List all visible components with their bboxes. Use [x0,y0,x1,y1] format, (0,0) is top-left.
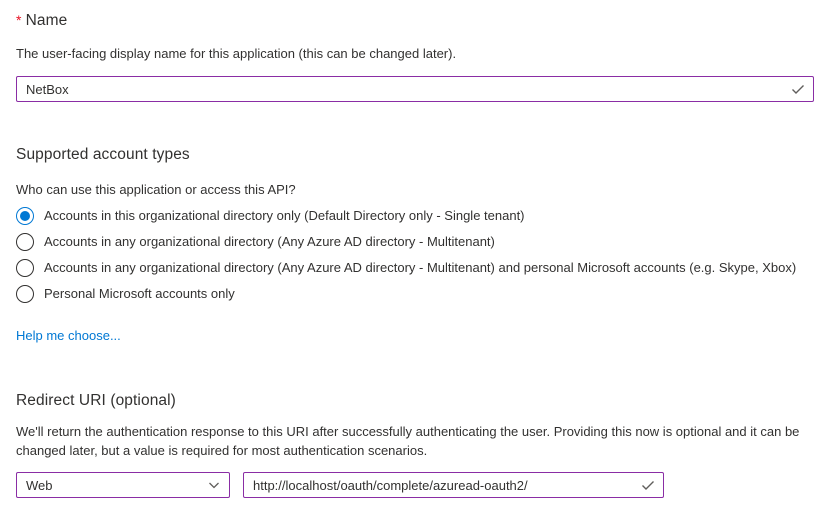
radio-label: Accounts in any organizational directory (Any Azure AD directory - Multitenant) [44,234,495,249]
redirect-uri-heading: Redirect URI (optional) [16,392,176,409]
supported-account-types-heading: Supported account types [16,146,190,163]
radio-label: Personal Microsoft accounts only [44,286,235,301]
supported-account-types-section [16,144,813,345]
required-asterisk: * [16,12,22,28]
account-type-option-multitenant[interactable] [16,229,813,255]
redirect-uri-description: We'll return the authentication response to this URI after successfully authenticating the user. Providing this now is optional and it can be changed later, but a value is required for most authentication scenarios. [16,424,800,458]
chevron-down-icon [207,478,221,492]
platform-select-value: Web [26,477,53,493]
name-input-wrap [16,76,814,102]
help-me-choose-link[interactable]: Help me choose... [16,328,121,343]
account-type-option-personal-only[interactable] [16,281,813,307]
radio-icon[interactable] [16,285,34,303]
name-heading-label: Name [25,12,68,29]
name-section [16,10,813,102]
uri-input-wrap [243,472,664,498]
radio-icon[interactable] [16,259,34,277]
name-input[interactable] [16,76,814,102]
radio-label: Accounts in this organizational directory only (Default Directory only - Single tenant) [44,208,525,223]
account-type-option-multitenant-personal[interactable] [16,255,813,281]
platform-select[interactable] [16,472,230,498]
radio-icon[interactable] [16,233,34,251]
account-type-options [16,203,813,307]
account-types-question: Who can use this application or access this API? [16,182,296,197]
redirect-uri-section [16,390,813,498]
radio-icon[interactable] [16,207,34,225]
account-type-option-single-tenant[interactable] [16,203,813,229]
redirect-uri-row [16,472,813,498]
radio-label: Accounts in any organizational directory (Any Azure AD directory - Multitenant) and personal Microsoft accounts (e.g. Skype, Xbox) [44,260,797,275]
name-description: The user-facing display name for this application (this can be changed later). [16,46,457,61]
name-heading [16,10,813,31]
redirect-uri-input[interactable] [243,472,664,498]
